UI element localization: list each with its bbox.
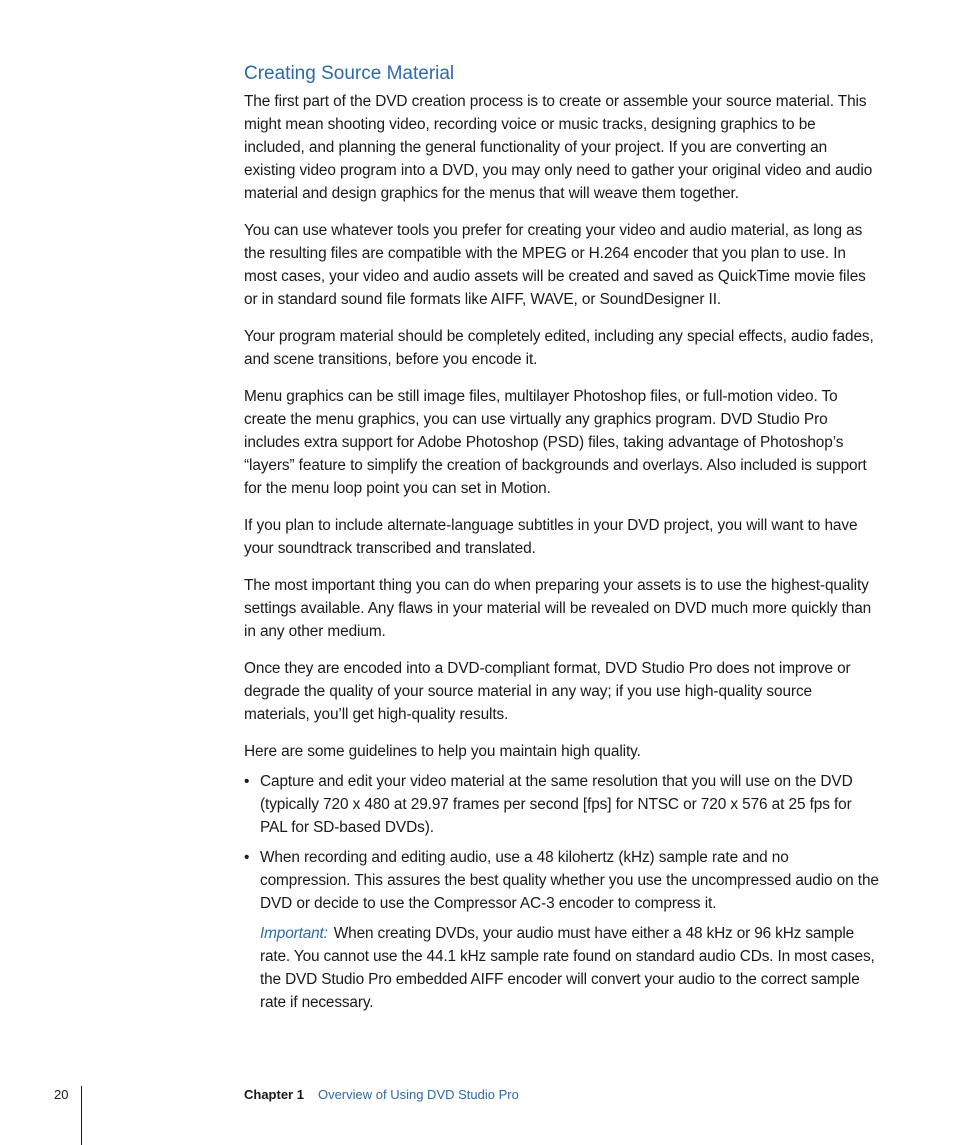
paragraph-intro: The first part of the DVD creation process is to create or assemble your source material. This might mean shooting video, recording voice or music tracks, designing graphics to be included, and planning the general functionality of your project. If you are converting an existing video program into a DVD, you may only need to gather your original video and audio material and design graphics for the menus that will weave them together. [244, 93, 873, 202]
paragraph-subtitles: If you plan to include alternate-language subtitles in your DVD project, you will want to have your soundtrack transcribed and translated. [244, 517, 858, 557]
footer-chapter [244, 1086, 519, 1104]
page-content [244, 62, 880, 1021]
guidelines-list [244, 770, 880, 1014]
bullet-icon: • [244, 849, 250, 866]
paragraph-encoding: Once they are encoded into a DVD-compliant format, DVD Studio Pro does not improve or degrade the quality of your source material in any way; if you use high-quality source materials, you’ll get high-quality results. [244, 660, 851, 723]
list-item [244, 846, 880, 1014]
chapter-title: Overview of Using DVD Studio Pro [317, 1087, 519, 1102]
paragraph-guidelines-intro: Here are some guidelines to help you maintain high quality. [244, 743, 641, 760]
page-number: 20 [54, 1087, 69, 1102]
important-label: Important: [260, 925, 328, 942]
footer-divider [81, 1086, 82, 1145]
important-text: When creating DVDs, your audio must have either a 48 kHz or 96 kHz sample rate. You cannot use the 44.1 kHz sample rate found on standard audio CDs. In most cases, the DVD Studio Pro embedded AIFF encoder will convert your audio to the correct sample rate if necessary. [260, 925, 875, 1011]
list-item-text: Capture and edit your video material at the same resolution that you will use on the DVD (typically 720 x 480 at 29.97 frames per second [fps] for NTSC or 720 x 576 at 25 fps for PAL for SD-based DVDs). [260, 773, 853, 836]
section-title: Creating Source Material [244, 63, 455, 84]
paragraph-tools: You can use whatever tools you prefer for creating your video and audio material, as long as the resulting files are compatible with the MPEG or H.264 encoder that you plan to use. In most cases, your video and audio assets will be created and saved as QuickTime movie files or in standard sound file formats like AIFF, WAVE, or SoundDesigner II. [244, 222, 866, 308]
bullet-icon: • [244, 773, 250, 790]
paragraph-quality: The most important thing you can do when preparing your assets is to use the highest-quality settings available. Any flaws in your material will be revealed on DVD much more quickly than in any other medium. [244, 577, 872, 640]
important-note [260, 922, 880, 1014]
chapter-label: Chapter 1 [244, 1087, 304, 1102]
paragraph-menu-graphics: Menu graphics can be still image files, multilayer Photoshop files, or full-motion video. To create the menu graphics, you can use virtually any graphics program. DVD Studio Pro includes extra support for Adobe Photoshop (PSD) files, taking advantage of Photoshop’s “layers” feature to simplify the creation of backgrounds and overlays. Also included is support for the menu loop point you can set in Motion. [244, 388, 867, 497]
list-item [244, 770, 880, 839]
list-item-text: When recording and editing audio, use a 48 kilohertz (kHz) sample rate and no compression. This assures the best quality whether you use the uncompressed audio on the DVD or decide to use the Compressor AC-3 encoder to compress it. [260, 849, 879, 912]
paragraph-editing: Your program material should be completely edited, including any special effects, audio fades, and scene transitions, before you encode it. [244, 328, 874, 368]
